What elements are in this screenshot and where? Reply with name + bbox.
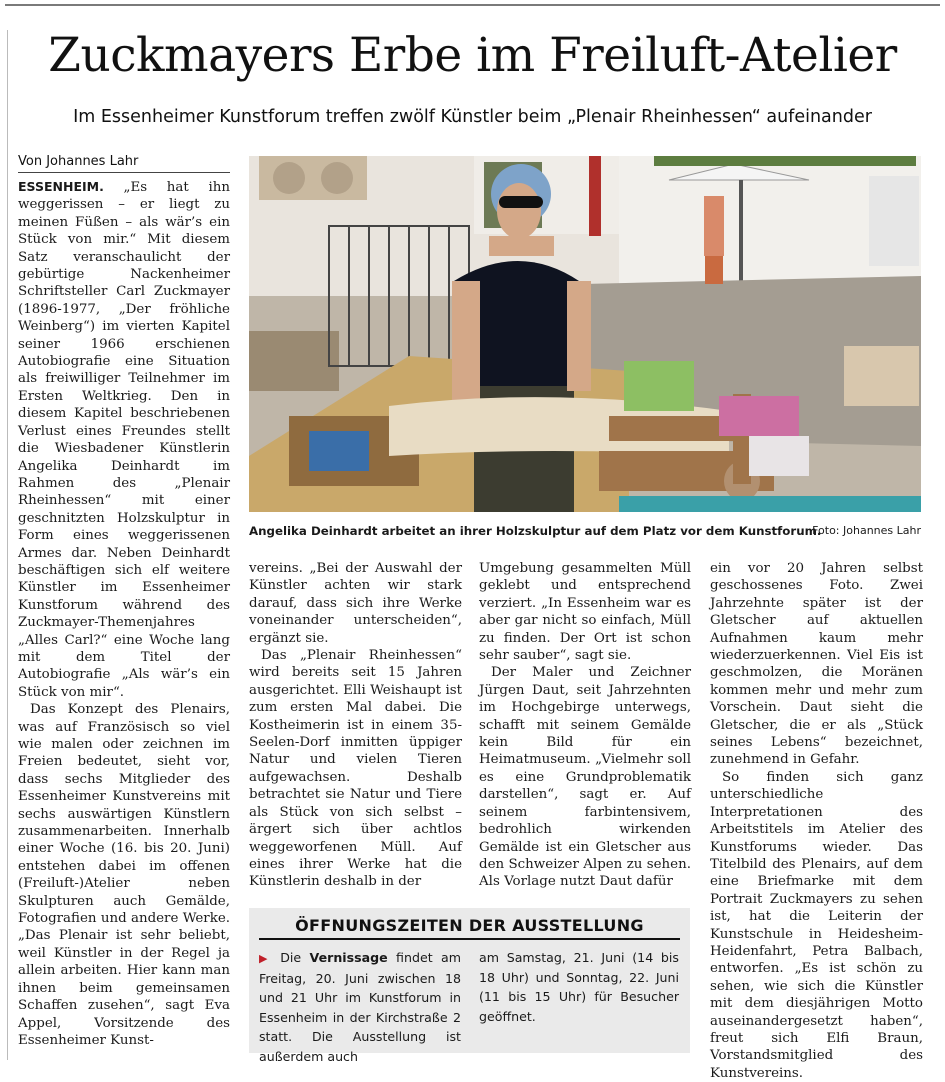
box-text-prefix: Die — [280, 950, 310, 965]
dateline: ESSENHEIM. — [18, 179, 104, 194]
box-text-right — [479, 948, 679, 1026]
byline-rule — [18, 172, 230, 173]
box-text-bold: Vernissage — [309, 950, 388, 965]
paragraph: vereins. „Bei der Auswahl der Künstler achten wir stark darauf, dass sich ihre Werke voneinander unterscheiden“, ergänzt sie. — [249, 561, 462, 646]
article-column-3 — [479, 560, 691, 891]
photo-illustration — [249, 156, 921, 512]
subheadline: Im Essenheimer Kunstforum treffen zwölf Künstler beim „Plenair Rheinhessen“ aufeinander — [73, 107, 872, 127]
paragraph: Das Konzept des Plenairs, was auf Französisch so viel wie malen oder zeichnen im Freien bedeutet, sieht vor, dass sechs Mitglieder des Essenheimer Kunstvereins mit sechs auswärtigen Künstlern zusammenarbeiten. Innerhalb einer Woche (16. bis 20. Juni) entstehen dabei im offenen (Freiluft-)Atelier neben Skulpturen auch Gemälde, Fotografien und andere Werke. „Das Plenair ist sehr beliebt, weil Künstler in der Regel ja allein arbeiten. Hier kann man ihnen beim gemeinsamen Schaffen zusehen“, sagt Eva Appel, Vorsitzende des Essenheimer Kunst- — [18, 702, 230, 1048]
box-text-left — [259, 948, 461, 1066]
page-margin-rule — [7, 30, 8, 1060]
paragraph: Der Maler und Zeichner Jürgen Daut, seit Jahrzehnten im Hochgebirge unterwegs, schafft mit seinem Gemälde kein Bild für ein Heimatmuseum. „Vielmehr soll es eine Grundproblematik darstellen“, sagt er. Auf seinem farbintensivem, bedrohlich wirkenden Gemälde ist ein Gletscher aus den Schweizer Alpen zu sehen. Als Vorlage nutzt Daut dafür — [479, 665, 691, 890]
paragraph: So finden sich ganz unterschiedliche Interpretationen des Arbeitstitels im Atelier des Kunstforums wieder. Das Titelbild des Plenairs, auf dem eine Briefmarke mit dem Portrait Zuckmayers zu sehen ist, hat die Leiterin der Kunstschule in Heidesheim-Heidenfahrt, Petra Balbach, entworfen. „Es ist schön zu sehen, wie sich die Künstler mit dem diesjährigen Motto auseinandergesetzt haben“, freut sich Elfi Braun, Vorstandsmitglied des Kunstvereins. — [710, 769, 923, 1081]
photo-caption: Angelika Deinhardt arbeitet an ihrer Holzskulptur auf dem Platz vor dem Kunstforum. — [249, 524, 822, 538]
headline: Zuckmayers Erbe im Freiluft-Atelier — [48, 28, 897, 83]
article-photo — [249, 156, 921, 512]
box-title: ÖFFNUNGSZEITEN DER AUSSTELLUNG — [295, 916, 644, 935]
box-title-rule — [259, 938, 680, 940]
box-text-suffix: findet am Freitag, 20. Juni zwischen 18 und 21 Uhr im Kunstforum in Essenheim in der Kirchstraße 2 statt. Die Ausstellung ist außerdem auch — [259, 950, 461, 1064]
paragraph: ein vor 20 Jahren selbst geschossenes Foto. Zwei Jahrzehnte später ist der Gletscher auf aktuellen Aufnahmen kaum mehr wiederzuerkennen. Viel Eis ist geschmolzen, die Moränen kommen mehr und mehr zum Vorschein. Daut sieht die Gletscher, die er als „Stück seines Lebens“ bezeichnet, zunehmend in Gefahr. — [710, 561, 923, 768]
byline: Von Johannes Lahr — [18, 154, 139, 169]
triangle-bullet-icon: ▶ — [259, 952, 272, 965]
photo-credit: Foto: Johannes Lahr — [812, 524, 921, 537]
box-text-right-body: am Samstag, 21. Juni (14 bis 18 Uhr) und Sonntag, 22. Juni (11 bis 15 Uhr) für Besucher geöffnet. — [479, 950, 679, 1024]
article-column-1 — [18, 178, 230, 1049]
paragraph: Umgebung gesammelten Müll geklebt und entsprechend verziert. „In Essenheim war es aber gar nicht so einfach, Müll zu finden. Der Ort ist schon sehr sauber“, sagt sie. — [479, 561, 691, 664]
paragraph-text: „Es hat ihn weggerissen – er liegt zu meinen Füßen – als wär’s ein Stück von mir.“ Mit diesem Satz veranschaulicht der gebürtige Nackenheimer Schriftsteller Carl Zuckmayer (1896-1977, „Der fröhliche Weinberg“) im vierten Kapitel seiner 1966 erschienen Autobiografie eine Situation als freiwilliger Teilnehmer im Ersten Weltkrieg. Den in diesem Kapitel beschriebenen Verlust eines Freundes stellt die Wiesbadener Künstlerin Angelika Deinhardt im Rahmen des „Plenair Rheinhessen“ mit einer geschnitzten Holzskulptur in Form eines weggerissenen Armes dar. Neben Deinhardt beschäftigen sich elf weitere Künstler im Essenheimer Kunstforum während des Zuckmayer-Themenjahres „Alles Carl?“ eine Woche lang mit dem Titel der Autobiografie „Als wär’s ein Stück von mir“. — [18, 180, 230, 700]
article-column-2 — [249, 560, 462, 891]
photo-caption-row — [249, 524, 921, 538]
paragraph — [18, 178, 230, 701]
paragraph: Das „Plenair Rheinhessen“ wird bereits seit 15 Jahren ausgerichtet. Elli Weishaupt ist zum ersten Mal dabei. Die Kostheimerin ist in einem 35-Seelen-Dorf inmitten üppiger Natur und vielen Tieren aufgewachsen. Deshalb betrachtet sie Natur und Tiere als Stück von sich selbst – ärgert sich über achtlos weggeworfenen Müll. Auf eines ihrer Werke hat die Künstlerin deshalb in der — [249, 648, 462, 890]
exhibition-hours-box — [249, 908, 690, 1064]
top-rule — [5, 4, 940, 6]
article-column-4 — [710, 560, 923, 1082]
